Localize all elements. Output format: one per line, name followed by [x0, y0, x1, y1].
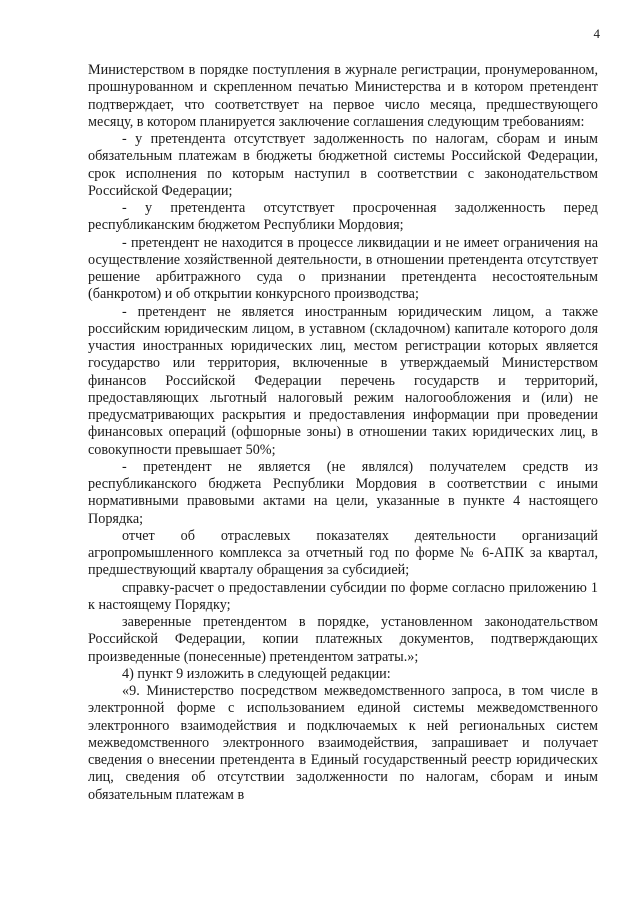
- paragraph: отчет об отраслевых показателях деятельности организаций агропромышленного комплекса за отчетный год по форме № 6-АПК за квартал, предшествующий кварталу обращения за субсидией;: [88, 527, 598, 579]
- paragraph: - претендент не является иностранным юридическим лицом, а также российским юридическим лицом, в уставном (складочном) капитале которого доля участия иностранных юридических лиц, местом регистрации которых является государство или территория, включенные в утверждаемый Министерством финансов Российской Федерации перечень государств и территорий, предоставляющих льготный налоговый режим налогообложения и (или) не предусматривающих раскрытия и предоставления информации при проведении финансовых операций (офшорные зоны) в отношении таких юридических лиц, в совокупности превышает 50%;: [88, 303, 598, 458]
- paragraph: Министерством в порядке поступления в журнале регистрации, пронумерованном, прошнурованном и скрепленном печатью Министерства и в котором претендент подтверждает, что соответствует на первое число месяца, предшествующего месяцу, в котором планируется заключение соглашения следующим требованиям:: [88, 62, 598, 130]
- paragraph: «9. Министерство посредством межведомственного запроса, в том числе в электронной форме с использованием единой системы межведомственного электронного взаимодействия и подключаемых к ней региональных систем межведомственного электронного взаимодействия, запрашивает и получает сведения о внесении претендента в Единый государственный реестр юридических лиц, сведения об отсутствии задолженности по налогам, сборам и иным обязательным платежам в: [88, 683, 598, 803]
- paragraph: - претендент не находится в процессе ликвидации и не имеет ограничения на осуществление хозяйственной деятельности, в отношении претендента отсутствует решение арбитражного суда о признании претендента несостоятельным (банкротом) и об открытии конкурсного производства;: [88, 234, 598, 303]
- paragraph: справку-расчет о предоставлении субсидии по форме согласно приложению 1 к настоящему Порядку;: [88, 579, 598, 613]
- paragraph: - у претендента отсутствует просроченная задолженность перед республиканским бюджетом Республики Мордовия;: [88, 200, 598, 234]
- paragraph: 4) пункт 9 изложить в следующей редакции:: [122, 665, 391, 682]
- paragraph: - претендент не является (не являлся) получателем средств из республиканского бюджета Республики Мордовия в соответствии с иными нормативными правовыми актами на цели, указанные в пункте 4 настоящего Порядка;: [88, 458, 598, 527]
- page-number: 4: [593, 26, 600, 41]
- paragraph: заверенные претендентом в порядке, установленном законодательством Российской Федерации, копии платежных документов, подтверждающих произведенные (понесенные) претендентом затраты.»;: [88, 614, 598, 665]
- document-body: [88, 62, 598, 804]
- paragraph: - у претендента отсутствует задолженность по налогам, сборам и иным обязательным платежам в бюджеты бюджетной системы Российской Федерации, срок исполнения по которым наступил в соответствии с законодательством Российской Федерации;: [88, 131, 598, 199]
